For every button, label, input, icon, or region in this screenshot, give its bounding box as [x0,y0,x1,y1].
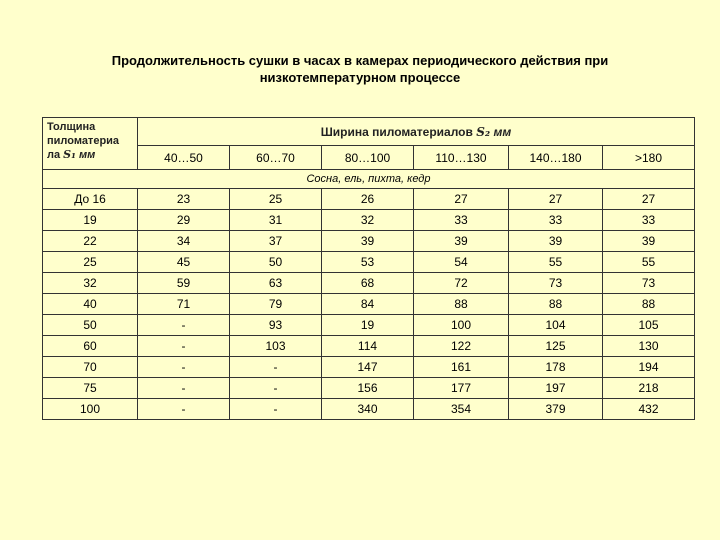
thickness-cell: 50 [43,315,138,336]
hours-cell: 34 [138,231,230,252]
hours-cell: 156 [322,378,414,399]
hours-cell: 53 [322,252,414,273]
hours-cell: 39 [603,231,695,252]
hours-cell: 114 [322,336,414,357]
page-title [60,52,660,86]
hours-cell: - [138,336,230,357]
hours-cell: - [138,399,230,420]
width-col-header: >180 [603,146,695,170]
table-row [43,357,695,378]
table-row [43,231,695,252]
hours-cell: - [230,357,322,378]
species-label: Сосна, ель, пихта, кедр [43,170,695,189]
thickness-cell: До 16 [43,189,138,210]
hours-cell: 103 [230,336,322,357]
hours-cell: 27 [603,189,695,210]
hours-cell: 50 [230,252,322,273]
hours-cell: 27 [414,189,509,210]
hours-cell: 55 [603,252,695,273]
hours-cell: 100 [414,315,509,336]
thickness-cell: 70 [43,357,138,378]
hours-cell: - [138,315,230,336]
table-row [43,399,695,420]
thickness-cell: 100 [43,399,138,420]
table-row [43,336,695,357]
hours-cell: 84 [322,294,414,315]
hours-cell: 177 [414,378,509,399]
hours-cell: 23 [138,189,230,210]
hours-cell: 147 [322,357,414,378]
hours-cell: 379 [509,399,603,420]
hours-cell: 88 [603,294,695,315]
hours-cell: 73 [603,273,695,294]
hours-cell: - [230,378,322,399]
thickness-cell: 25 [43,252,138,273]
hours-cell: 354 [414,399,509,420]
hours-cell: 33 [414,210,509,231]
hours-cell: 194 [603,357,695,378]
table-row [43,252,695,273]
table-row [43,210,695,231]
hours-cell: 68 [322,273,414,294]
width-col-header: 140…180 [509,146,603,170]
hours-cell: 33 [603,210,695,231]
hours-cell: 63 [230,273,322,294]
hours-cell: 55 [509,252,603,273]
hours-cell: 59 [138,273,230,294]
hours-cell: 104 [509,315,603,336]
hours-cell: 93 [230,315,322,336]
header-row-group [43,118,695,146]
table-row [43,189,695,210]
species-row [43,170,695,189]
table-row [43,273,695,294]
thickness-header: Толщина пиломатериа ла S₁ мм [43,118,138,170]
header-row-widths [43,146,695,170]
hours-cell: 31 [230,210,322,231]
hours-cell: 432 [603,399,695,420]
hours-cell: 340 [322,399,414,420]
hours-cell: 125 [509,336,603,357]
hours-cell: 71 [138,294,230,315]
hours-cell: 26 [322,189,414,210]
title-line-2: низкотемпературном процессе [259,70,461,85]
hours-cell: 39 [322,231,414,252]
hours-cell: 39 [509,231,603,252]
hours-cell: - [230,399,322,420]
hours-cell: 73 [509,273,603,294]
drying-time-table [42,117,695,420]
hours-cell: 33 [509,210,603,231]
width-col-header: 80…100 [322,146,414,170]
hours-cell: 88 [414,294,509,315]
hours-cell: 88 [509,294,603,315]
hours-cell: 54 [414,252,509,273]
table-row [43,315,695,336]
hours-cell: 197 [509,378,603,399]
hours-cell: - [138,357,230,378]
table-row [43,378,695,399]
hours-cell: 130 [603,336,695,357]
thickness-cell: 40 [43,294,138,315]
title-line-1: Продолжительность сушки в часах в камерах периодического действия при [111,53,609,68]
width-symbol: S₂ [476,124,491,139]
thickness-cell: 22 [43,231,138,252]
hours-cell: 39 [414,231,509,252]
hours-cell: 32 [322,210,414,231]
width-col-header: 40…50 [138,146,230,170]
thickness-cell: 60 [43,336,138,357]
table-row [43,294,695,315]
hours-cell: 45 [138,252,230,273]
width-col-header: 110…130 [414,146,509,170]
hours-cell: 19 [322,315,414,336]
thickness-symbol: S₁ [63,148,76,161]
hours-cell: 29 [138,210,230,231]
hours-cell: 37 [230,231,322,252]
hours-cell: 105 [603,315,695,336]
thickness-cell: 75 [43,378,138,399]
hours-cell: 161 [414,357,509,378]
thickness-cell: 32 [43,273,138,294]
hours-cell: 218 [603,378,695,399]
width-group-header: Ширина пиломатериалов S₂ мм [138,118,695,146]
hours-cell: 25 [230,189,322,210]
hours-cell: 79 [230,294,322,315]
hours-cell: - [138,378,230,399]
width-col-header: 60…70 [230,146,322,170]
hours-cell: 72 [414,273,509,294]
hours-cell: 122 [414,336,509,357]
hours-cell: 178 [509,357,603,378]
thickness-cell: 19 [43,210,138,231]
hours-cell: 27 [509,189,603,210]
